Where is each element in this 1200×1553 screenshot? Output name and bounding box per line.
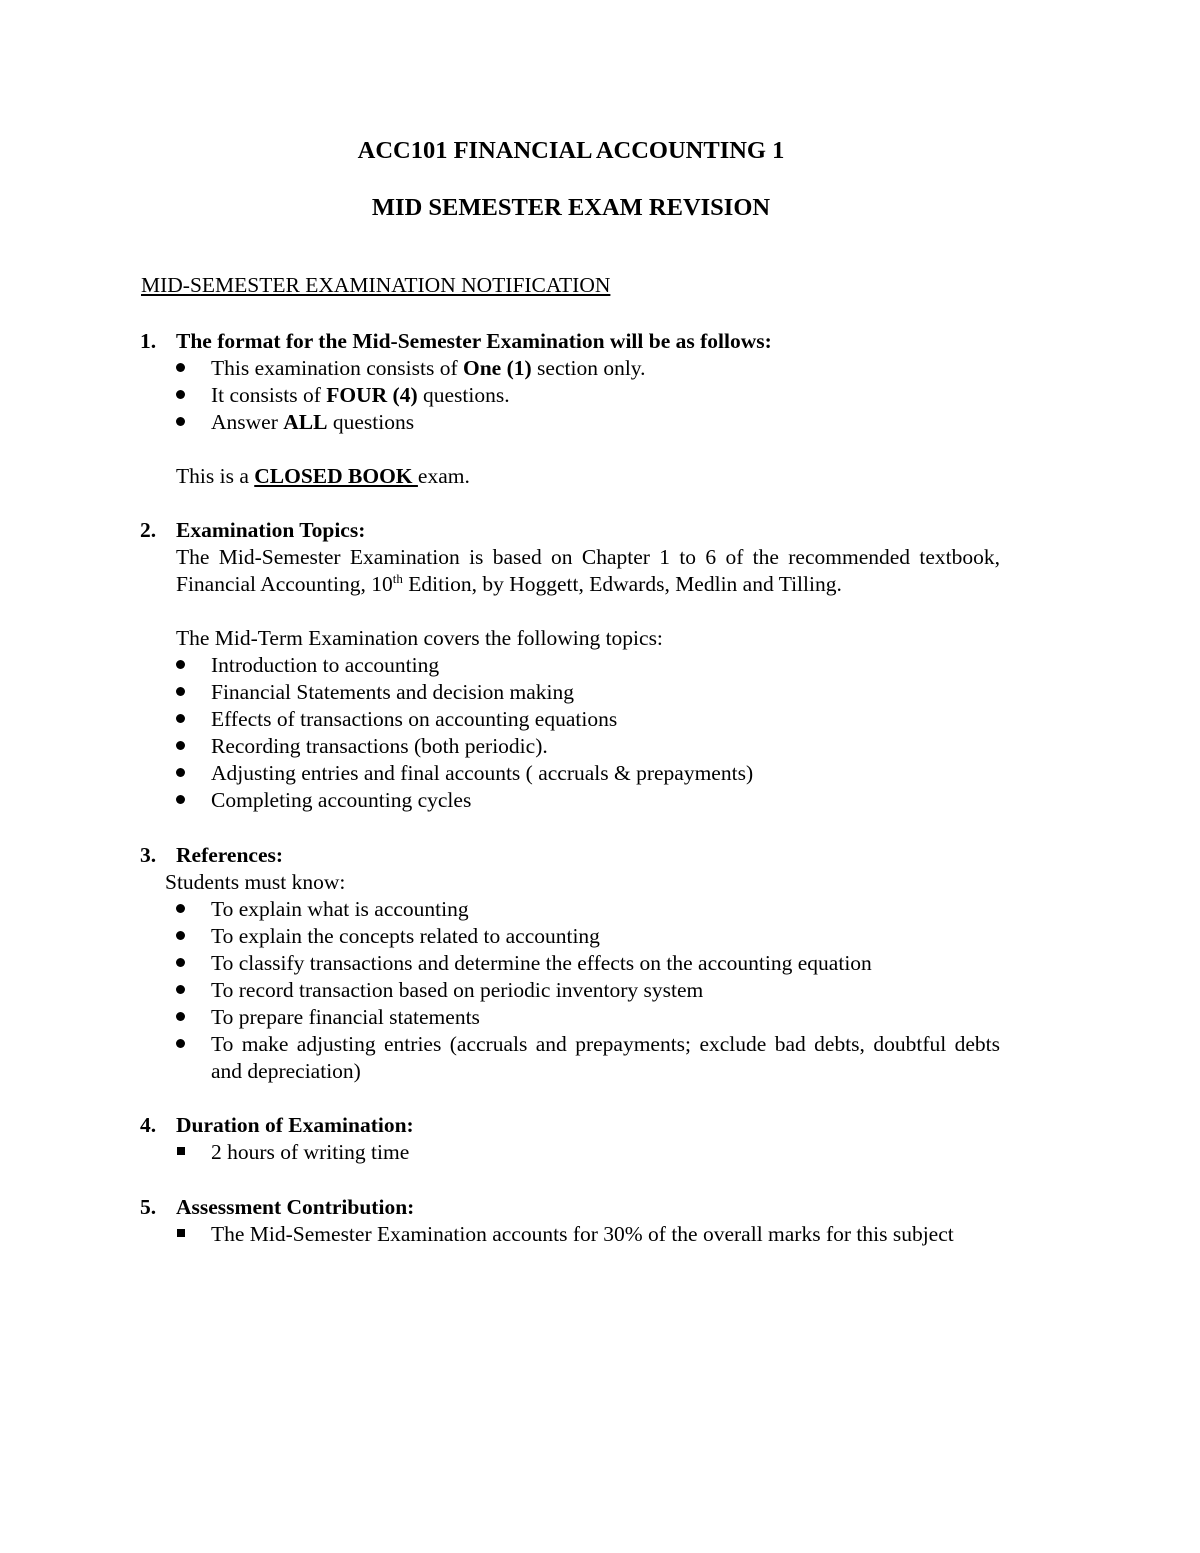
bullet-icon [176, 904, 185, 913]
section-4-heading: Duration of Examination: [176, 1113, 414, 1137]
bullet-icon [176, 795, 185, 804]
square-bullet-icon [177, 1229, 185, 1237]
section-2-number: 2. [140, 518, 157, 542]
topic-item: Adjusting entries and final accounts ( accruals & prepayments) [211, 761, 754, 785]
square-bullet-icon [177, 1147, 185, 1155]
format-item-sections: This examination consists of One (1) section only. [211, 356, 646, 380]
notification-heading: MID-SEMESTER EXAMINATION NOTIFICATION [141, 273, 611, 297]
topic-item: Effects of transactions on accounting equations [211, 707, 618, 731]
topics-intro: The Mid-Term Examination covers the following topics: [176, 626, 663, 650]
bullet-icon [176, 1039, 185, 1048]
section-5-heading: Assessment Contribution: [176, 1195, 415, 1219]
reference-item: To record transaction based on periodic inventory system [211, 978, 704, 1002]
bullet-icon [176, 687, 185, 696]
topic-item: Completing accounting cycles [211, 788, 472, 812]
closed-book-note: This is a CLOSED BOOK exam. [176, 464, 470, 488]
reference-item: To explain the concepts related to accounting [211, 924, 600, 948]
format-item-questions: It consists of FOUR (4) questions. [211, 383, 510, 407]
document-subtitle: MID SEMESTER EXAM REVISION [371, 194, 771, 221]
topics-paragraph: The Mid-Semester Examination is based on Chapter 1 to 6 of the recommended textbook, Financial Accounting, 10th Edition, by Hoggett, Edwards, Medlin and Tilling. [176, 545, 1000, 596]
reference-item: To explain what is accounting [211, 897, 469, 921]
format-item-answer: Answer ALL questions [211, 410, 415, 434]
section-3-heading: References: [176, 843, 284, 867]
bullet-icon [176, 417, 185, 426]
assessment-item: The Mid-Semester Examination accounts for 30% of the overall marks for this subject [211, 1222, 954, 1246]
bullet-icon [176, 985, 185, 994]
reference-item: To make adjusting entries (accruals and prepayments; exclude bad debts, doubtful debts and depreciation) [211, 1032, 1000, 1083]
section-3-number: 3. [140, 843, 157, 867]
references-intro: Students must know: [165, 870, 346, 894]
bullet-icon [176, 660, 185, 669]
reference-item: To classify transactions and determine the effects on the accounting equation [211, 951, 872, 975]
topic-item: Recording transactions (both periodic). [211, 734, 548, 758]
section-1-number: 1. [140, 329, 157, 353]
bullet-icon [176, 390, 185, 399]
reference-item: To prepare financial statements [211, 1005, 480, 1029]
section-1-heading: The format for the Mid-Semester Examination will be as follows: [176, 329, 772, 353]
bullet-icon [176, 714, 185, 723]
bullet-icon [176, 768, 185, 777]
document-title: ACC101 FINANCIAL ACCOUNTING 1 [357, 137, 785, 164]
bullet-icon [176, 363, 185, 372]
bullet-icon [176, 958, 185, 967]
bullet-icon [176, 741, 185, 750]
topic-item: Introduction to accounting [211, 653, 440, 677]
bullet-icon [176, 931, 185, 940]
bullet-icon [176, 1012, 185, 1021]
topic-item: Financial Statements and decision making [211, 680, 575, 704]
section-5-number: 5. [140, 1195, 157, 1219]
section-4-number: 4. [140, 1113, 157, 1137]
duration-item: 2 hours of writing time [211, 1140, 410, 1164]
section-2-heading: Examination Topics: [176, 518, 366, 542]
